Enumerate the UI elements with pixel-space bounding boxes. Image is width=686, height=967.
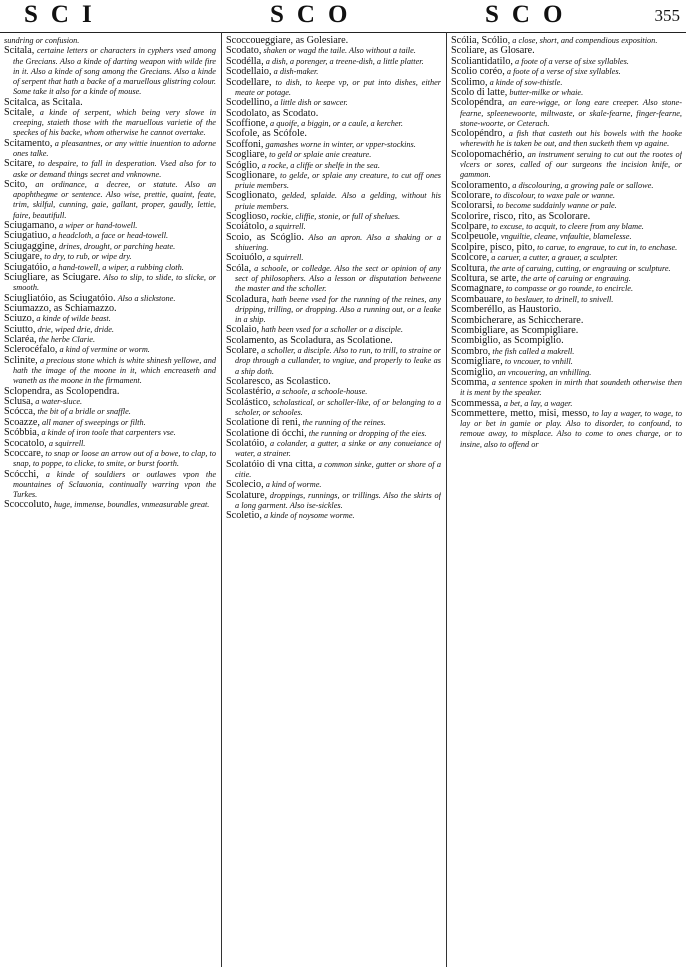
entry-headword: Scolare, — [226, 345, 260, 357]
dictionary-entry — [4, 46, 216, 97]
entry-definition: a pleasantnes, or any wittie inuention to adorne ones talke. — [13, 138, 216, 158]
entry-definition: the fish called a makrell. — [492, 346, 575, 356]
dictionary-entry — [4, 304, 216, 314]
entry-headword: Scoccare, — [4, 448, 44, 459]
dictionary-entry — [4, 314, 216, 324]
entry-headword: Scócca, — [4, 406, 36, 418]
entry-headword: Scommessa, — [451, 397, 502, 409]
entry-definition: sundring or confusion. — [4, 36, 80, 45]
entry-definition: an ordinance, a decree, or statute. Also an apophthegme or sentence. Also wise, prettie, quaint, feate, trim, skilful, cunning, gaie, gallant, proper, gaudly, lettie, faire, beautifull. — [13, 179, 216, 220]
entry-headword: Sclerocéfalo, — [4, 344, 58, 356]
entry-headword: Scolpeuole, — [451, 231, 499, 243]
entry-definition: a discolouring, a growing pale or sallowe. — [512, 180, 654, 190]
dictionary-entry — [4, 500, 216, 510]
entry-definition: a colander, a gutter, a sinke or any conueiance of water, a strainer. — [235, 439, 441, 459]
dictionary-entry — [451, 150, 682, 181]
dictionary-entry — [4, 356, 216, 387]
entry-headword: Scito, — [4, 178, 28, 190]
entry-headword: Scoletio, — [226, 510, 262, 522]
entry-headword: Scolatóio, — [226, 438, 268, 450]
entry-headword: Scombauare, — [451, 293, 504, 305]
entry-definition: a squirrell. — [266, 253, 304, 263]
entry-headword: Sciugatóio, — [4, 261, 51, 273]
entry-headword: Sciugaggine, — [4, 240, 57, 252]
entry-headword: Scitare, — [4, 158, 35, 170]
dictionary-entry — [226, 398, 441, 418]
column-rule — [446, 32, 447, 967]
entry-headword: Scofole, as Scófole. — [226, 128, 307, 140]
entry-headword: Scoiuólo, — [226, 252, 265, 264]
entry-definition: a kinde of iron toole that carpenters vse. — [41, 428, 176, 438]
entry-definition: a kinde of sow-thistle. — [489, 77, 563, 87]
entry-headword: Scodélla, — [226, 55, 264, 67]
header-middle: SCO — [270, 1, 361, 28]
dictionary-entry — [4, 159, 216, 179]
entry-headword: Scocatolo, — [4, 437, 47, 449]
entry-definition: a bet, a lay, a wager. — [503, 398, 573, 408]
entry-headword: Scogliare, — [226, 149, 268, 161]
entry-definition: to vncouer, to vnhill. — [504, 357, 573, 367]
entry-headword: Sclopendra, as Scolopendra. — [4, 385, 120, 397]
entry-headword: Scolature, — [226, 489, 268, 501]
entry-definition: a foote of a verse of sixe syllables. — [515, 56, 629, 66]
entry-headword: Scoiátolo, — [226, 221, 268, 233]
entry-definition: all maner of sweepings or filth. — [42, 417, 146, 427]
entry-headword: Scólia, Scólio, — [451, 36, 511, 46]
entry-definition: a sentence spoken in mirth that soundeth otherwise then it is ment by the speaker. — [460, 377, 682, 398]
dictionary-entry — [226, 460, 441, 480]
entry-definition: a little dish or sawcer. — [274, 98, 348, 108]
entry-headword: Scolatione di reni, — [226, 417, 301, 429]
entry-headword: Scomagnare, — [451, 283, 504, 295]
entry-definition: a squirrell. — [269, 222, 306, 232]
entry-headword: Sciutto, — [4, 323, 36, 335]
entry-headword: Scolástico, — [226, 396, 271, 408]
dictionary-entry — [226, 191, 441, 211]
entry-definition: drines, drought, or parching heate. — [59, 241, 176, 251]
entry-headword: Scitamento, — [4, 137, 53, 149]
entry-headword: Scoladura, — [226, 293, 270, 305]
entry-definition: a headcloth, a face or head-towell. — [52, 231, 169, 241]
entry-definition: Also a slickstone. — [117, 293, 176, 303]
column-3 — [451, 36, 682, 964]
entry-headword: Sciugliatóio, as Sciugatóio. — [4, 292, 116, 304]
entry-headword: Scommettere, metto, misi, messo, — [451, 407, 590, 419]
dictionary-entry — [4, 36, 216, 46]
entry-headword: Scodellare, — [226, 76, 272, 88]
entry-headword: Scoliantidatilo, — [451, 55, 513, 67]
entry-headword: Scoio, as Scóglio. — [226, 231, 304, 243]
entry-definition: to compasse or go rounde, to encircle. — [505, 284, 634, 294]
dictionary-entry — [451, 378, 682, 398]
entry-definition: drie, wiped drie, dride. — [37, 324, 115, 334]
entry-headword: Scolopomachério, — [451, 148, 525, 160]
entry-definition: a precious stone which is white shinesh yellowe, and hath the image of the moone in it, which encreaseth and waneth as the moone in the firmament. — [13, 355, 216, 386]
column-1 — [4, 36, 216, 964]
dictionary-entry — [226, 439, 441, 459]
entry-headword: Scolorare, — [451, 189, 493, 201]
dictionary-entry — [226, 171, 441, 191]
entry-definition: a dish, a porenger, a treene-dish, a little platter. — [265, 56, 424, 66]
entry-definition: a hand-towell, a wiper, a rubbing cloth. — [52, 262, 184, 272]
entry-definition: a squirrell. — [48, 438, 86, 448]
entry-headword: Scolorarsi, — [451, 200, 495, 212]
entry-definition: to despaire, to fall in desperation. Vsed also for to aske or demand things secret and vnknowne. — [13, 159, 216, 179]
dictionary-entry — [226, 295, 441, 326]
entry-headword: Scoglionare, — [226, 169, 278, 181]
entry-headword: Scóbbia, — [4, 427, 40, 439]
entry-headword: Scombicherare, as Schiccherare. — [451, 314, 584, 326]
entry-definition: a wiper or hand-towell. — [59, 220, 138, 230]
dictionary-entry — [451, 409, 682, 450]
dictionary-entry — [4, 180, 216, 221]
entry-headword: Scoltura, se arte, — [451, 273, 519, 285]
entry-definition: the running or dropping of the eies. — [308, 428, 427, 438]
entry-definition: Also to slip, to slide, to slicke, or smooth. — [13, 272, 216, 293]
entry-definition: a kinde of noysome worme. — [264, 511, 355, 521]
dictionary-entry — [226, 491, 441, 511]
entry-headword: Scomigliare, — [451, 356, 503, 368]
entry-headword: Scolatóio di vna citta, — [226, 458, 316, 470]
entry-definition: a caruer, a cutter, a grauer, a sculpter. — [491, 253, 618, 263]
entry-headword: Scolimo, — [451, 76, 488, 88]
dictionary-entry — [4, 449, 216, 469]
entry-definition: the running of the reines. — [302, 418, 386, 428]
entry-definition: a fish that casteth out his bowels with the hooke wherewith he is taken be out, and then sucketh them vp againe. — [460, 129, 682, 149]
entry-headword: Scitalca, as Scitala. — [4, 96, 83, 108]
entry-headword: Scomiglio, — [451, 366, 496, 378]
entry-definition: certaine letters or characters in cyphers vsed among the Grecians. Also a kinde of darting weapon with wilde fire in it. Also a kinde of song among the Grecians. Also a kinde of serpent that hath a backe of a maruellous glistring colour. Some take it also for a kinde of mouse. — [13, 46, 216, 97]
entry-headword: Scoliare, as Glosare. — [451, 45, 535, 57]
entry-definition: to lay a wager, to wage, to lay or bet in gamie or play. Also to disorder, to confound, to remoue away, to misplace. Also to come to ones charge, or to insine, also to offend or — [460, 408, 682, 449]
entry-headword: Scolatione di ócchi, — [226, 427, 307, 439]
entry-headword: Sciugare, — [4, 251, 43, 263]
entry-headword: Scoccoluto, — [4, 499, 52, 511]
dictionary-entry — [4, 98, 216, 108]
entry-headword: Scóla, — [226, 262, 252, 274]
dictionary-entry — [226, 511, 441, 521]
dictionary-entry — [4, 397, 216, 407]
entry-headword: Scolecio, — [226, 479, 264, 491]
entry-headword: Sclusa, — [4, 396, 34, 408]
entry-definition: to snap or loose an arrow out of a bowe, to clap, to snap, to poppe, to clicke, to smite, or burst foorth. — [13, 449, 216, 469]
dictionary-entry — [226, 233, 441, 253]
entry-definition: a foote of a verse of sixe syllables. — [506, 67, 621, 77]
entry-headword: Scombiglio, as Scompiglio. — [451, 335, 564, 347]
entry-definition: a water-sluce. — [35, 397, 83, 407]
entry-definition: gelded, splaide. Also a gelding, without his priuie members. — [235, 191, 441, 211]
entry-definition: Also an apron. Also a shaking or a shiuering. — [235, 232, 441, 253]
dictionary-entry — [451, 129, 682, 149]
entry-definition: a close, short, and compendious exposition. — [512, 36, 658, 45]
entry-headword: Scoffione, — [226, 117, 268, 129]
entry-headword: Sciugamano, — [4, 219, 57, 231]
entry-headword: Sciugatiuo, — [4, 230, 51, 242]
entry-definition: to geld or splaie anie creature. — [269, 150, 372, 160]
entry-headword: Scolcore, — [451, 252, 490, 264]
entry-headword: Scolamento, as Scoladura, as Scolatione. — [226, 334, 393, 346]
running-header — [0, 0, 686, 33]
dictionary-entry — [4, 108, 216, 139]
header-right: SCO — [485, 1, 576, 28]
entry-headword: Scolorire, risco, rito, as Scolorare. — [451, 210, 591, 222]
entry-headword: Scombro, — [451, 345, 491, 357]
entry-definition: to discolour, to waxe pale or wanne. — [494, 190, 615, 200]
entry-headword: Scoccoueggiare, as Golesiare. — [226, 36, 349, 46]
entry-definition: a kind of vermine or worm. — [59, 345, 150, 355]
entry-definition: a kind of worme. — [265, 480, 322, 490]
entry-definition: to become suddainly wanne or pale. — [496, 201, 617, 211]
dictionary-entry — [4, 273, 216, 293]
entry-definition: an vncouering, an vnhilling. — [497, 367, 592, 377]
dictionary-entry — [226, 346, 441, 377]
entry-headword: Scodellino, — [226, 97, 273, 109]
entry-definition: a schoole, or colledge. Also the sect or opinion of any sect of philosophers. Also a lesson or disputation betweene the master and the scholler. — [235, 263, 441, 294]
entry-headword: Scodellaio, — [226, 66, 272, 78]
page-number: 355 — [654, 6, 680, 25]
entry-headword: Scombigliare, as Scompigliare. — [451, 325, 579, 336]
entry-headword: Scóglio, — [226, 159, 260, 171]
entry-headword: Scolaio, — [226, 324, 260, 336]
dictionary-entry — [4, 387, 216, 397]
entry-definition: droppings, runnings, or trillings. Also the skirts of a long garment. Also ise-sickles. — [235, 490, 441, 510]
entry-definition: to carue, to engraue, to cut in, to enchase. — [537, 242, 678, 252]
entry-definition: a schoole, a schoole-house. — [275, 387, 368, 397]
entry-headword: Scoglionato, — [226, 190, 278, 202]
entry-definition: a common sinke, gutter or shore of a citie. — [235, 459, 441, 479]
entry-definition: gamashes worne in winter, or vpper-stockins. — [265, 139, 416, 149]
entry-headword: Sclaréa, — [4, 334, 37, 346]
entry-definition: hath beene vsed for the running of the reines, any dripping, trilling, or dropping. Also a running out, or a leake in a ship. — [235, 294, 441, 325]
entry-definition: butter-milke or whaie. — [509, 87, 584, 97]
dictionary-entry — [226, 264, 441, 295]
entry-definition: to dish, to keepe vp, or put into dishes, either meate or potage. — [235, 77, 441, 97]
entry-headword: Scitala, — [4, 45, 35, 57]
entry-definition: a quoife, a biggin, or a caule, a kercher. — [270, 118, 403, 128]
entry-definition: vnguiltie, cleane, vnfaultie, blamelesse. — [500, 232, 632, 242]
entry-headword: Scoloramento, — [451, 179, 511, 191]
entry-headword: Scolpire, pisco, pito, — [451, 241, 536, 253]
entry-headword: Sciuzo, — [4, 313, 35, 325]
dictionary-entry — [4, 470, 216, 501]
entry-headword: Scolo di latte, — [451, 86, 508, 98]
entry-headword: Scolio coréo, — [451, 66, 505, 78]
entry-headword: Scolopéndra, — [451, 97, 505, 109]
entry-headword: Scoazze, — [4, 416, 40, 428]
entry-definition: the arte of caruing or engrauing. — [520, 274, 631, 284]
entry-headword: Scoltura, — [451, 262, 488, 274]
column-rule — [221, 32, 222, 967]
entry-headword: Sciugliare, as Sciugare. — [4, 271, 101, 283]
entry-definition: a rocke, a cliffe or shelfe in the sea. — [261, 160, 380, 170]
entry-definition: a scholler, a disciple. Also to run, to trill, to straine or drop through a cullander, to vngiue, and properly to leake as a ship doth. — [235, 346, 441, 376]
entry-definition: to beslauer, to drinell, to snivell. — [505, 294, 614, 304]
column-2 — [226, 36, 441, 964]
dictionary-entry — [451, 98, 682, 129]
entry-definition: to gelde, or splaie any creature, to cut off ones priuie members. — [235, 170, 441, 191]
entry-headword: Scoglioso, — [226, 211, 269, 223]
entry-headword: Scoffoni, — [226, 138, 264, 150]
entry-definition: an instrument seruing to cut out the rootes of vlcers or sores, called of our surgeons the incision knife, or gammon. — [460, 149, 682, 180]
dictionary-entry — [226, 78, 441, 98]
entry-headword: Scócchi, — [4, 468, 39, 480]
dictionary-entry — [4, 139, 216, 159]
entry-definition: the bit of a bridle or snaffle. — [37, 407, 131, 417]
entry-definition: an eare-wigge, or long eare creeper. Also stone-fearne, spleenewoorte, miltwaste, or skale-fearne, finger-fearne, stone-woorte, or Ceterach. — [460, 98, 682, 128]
entry-headword: Sclinite, — [4, 354, 38, 366]
entry-headword: Scomberéllo, as Haustorio. — [451, 304, 562, 316]
dictionary-entry — [226, 253, 441, 263]
entry-definition: to excuse, to acquit, to cleere from any blame. — [491, 222, 644, 232]
entry-definition: hath been vsed for a scholler or a disciple. — [261, 325, 403, 335]
entry-definition: shaken or wagd the taile. Also without a taile. — [263, 46, 416, 56]
entry-headword: Sciumazzo, as Schiamazzo. — [4, 302, 117, 314]
entry-headword: Scolastério, — [226, 386, 274, 398]
entry-definition: a kinde of souldiers or outlawes vpon the mountaines of Sclauonia, continually warring vpon the Turkes. — [13, 469, 216, 499]
entry-headword: Scodato, — [226, 45, 262, 57]
entry-definition: the herbe Clarie. — [38, 335, 96, 345]
entry-definition: huge, immense, boundles, vnmeasurable great. — [53, 500, 210, 510]
entry-definition: to dry, to rub, or wipe dry. — [44, 252, 132, 262]
entry-headword: Scolopéndro, — [451, 128, 506, 140]
entry-headword: Scitale, — [4, 106, 35, 118]
entry-definition: a kinde of serpent, which being very slowe in creeping, staieth those with the maruellous varietie of the speckes of his backe, whom otherwise he cannot overtake. — [13, 107, 216, 138]
entry-headword: Scolaresco, as Scolastico. — [226, 376, 331, 388]
entry-definition: a kinde of wilde beast. — [36, 314, 111, 324]
entry-definition: scholastical, or scholler-like, of or belonging to a scholer, or schooles. — [235, 397, 441, 417]
header-left: SCI — [24, 1, 105, 28]
entry-headword: Scolpare, — [451, 221, 490, 233]
entry-headword: Scomma, — [451, 376, 490, 388]
entry-definition: rockie, cliffie, stonie, or full of shelues. — [270, 212, 401, 222]
entry-headword: Scodolato, as Scodato. — [226, 107, 319, 119]
entry-definition: a dish-maker. — [273, 67, 319, 77]
entry-definition: the arte of caruing, cutting, or engrauing or sculpture. — [489, 263, 671, 273]
